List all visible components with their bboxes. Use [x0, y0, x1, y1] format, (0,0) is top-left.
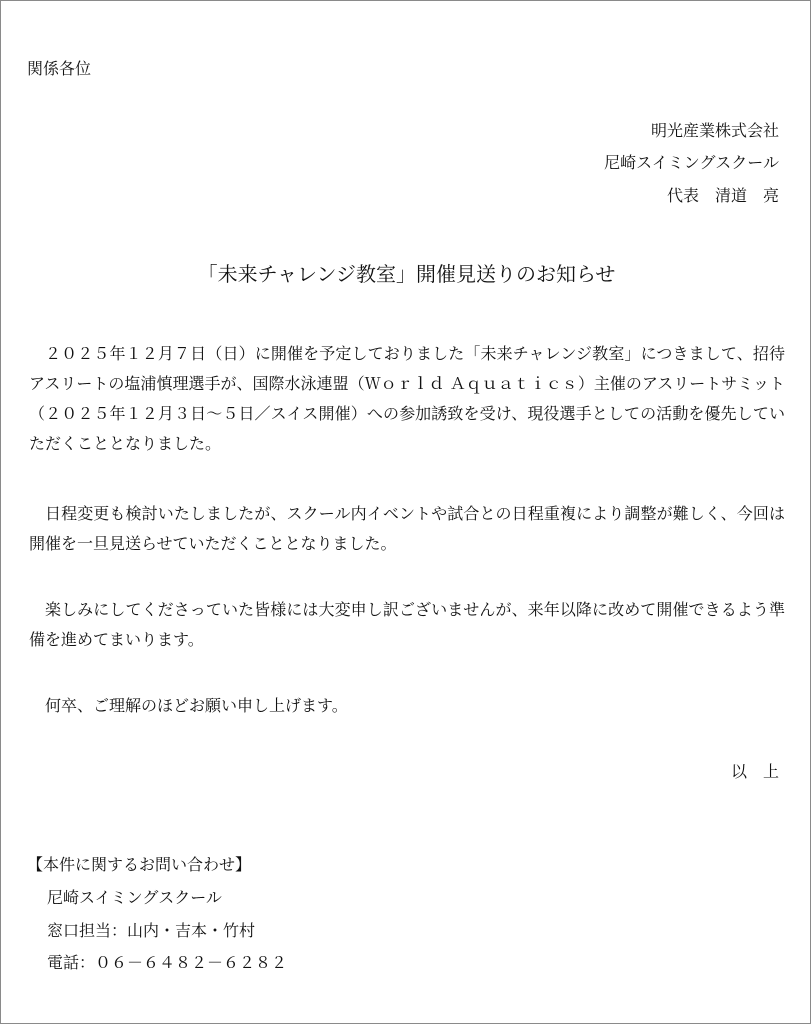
contact-name: 尼崎スイミングスクール: [47, 888, 222, 907]
body-paragraph-3: 楽しみにしてくださっていた皆様には大変申し訳ございませんが、来年以降に改めて開催できるよう準備を進めてまいります。: [29, 600, 785, 649]
body-paragraph-1: ２０２５年１２月７日（日）に開催を予定しておりました「未来チャレンジ教室」につきまして、招待アスリートの塩浦慎理選手が、国際水泳連盟（Ｗｏｒｌｄ Ａｑｕａｔｉｃｓ）主催のアスリートサミット（２０２５年１２月３日〜５日／スイス開催）への参加誘致を受け、現役選手としての活動を優先していただくこととなりました。: [29, 344, 785, 453]
document-title: 「未来チャレンジ教室」開催見送りのお知らせ: [197, 262, 616, 286]
body-paragraph-2: 日程変更も検討いたしましたが、スクール内イベントや試合との日程重複により調整が難しく、今回は開催を一旦見送らせていただくこととなりました。: [29, 504, 785, 553]
addressee: 関係各位: [27, 59, 92, 78]
sender-company: 明光産業株式会社: [650, 121, 779, 140]
sender-school: 尼崎スイミングスクール: [604, 153, 779, 172]
body-paragraph-4: 何卒、ご理解のほどお願い申し上げます。: [45, 696, 348, 715]
contact-phone: 電話：０６－６４８２－６２８２: [47, 953, 288, 972]
contact-heading: 【本件に関するお問い合わせ】: [27, 855, 252, 874]
closing: 以 上: [730, 762, 779, 781]
contact-staff: 窓口担当：山内・吉本・竹村: [47, 921, 256, 940]
sender-representative: 代表 清道 亮: [666, 186, 779, 205]
